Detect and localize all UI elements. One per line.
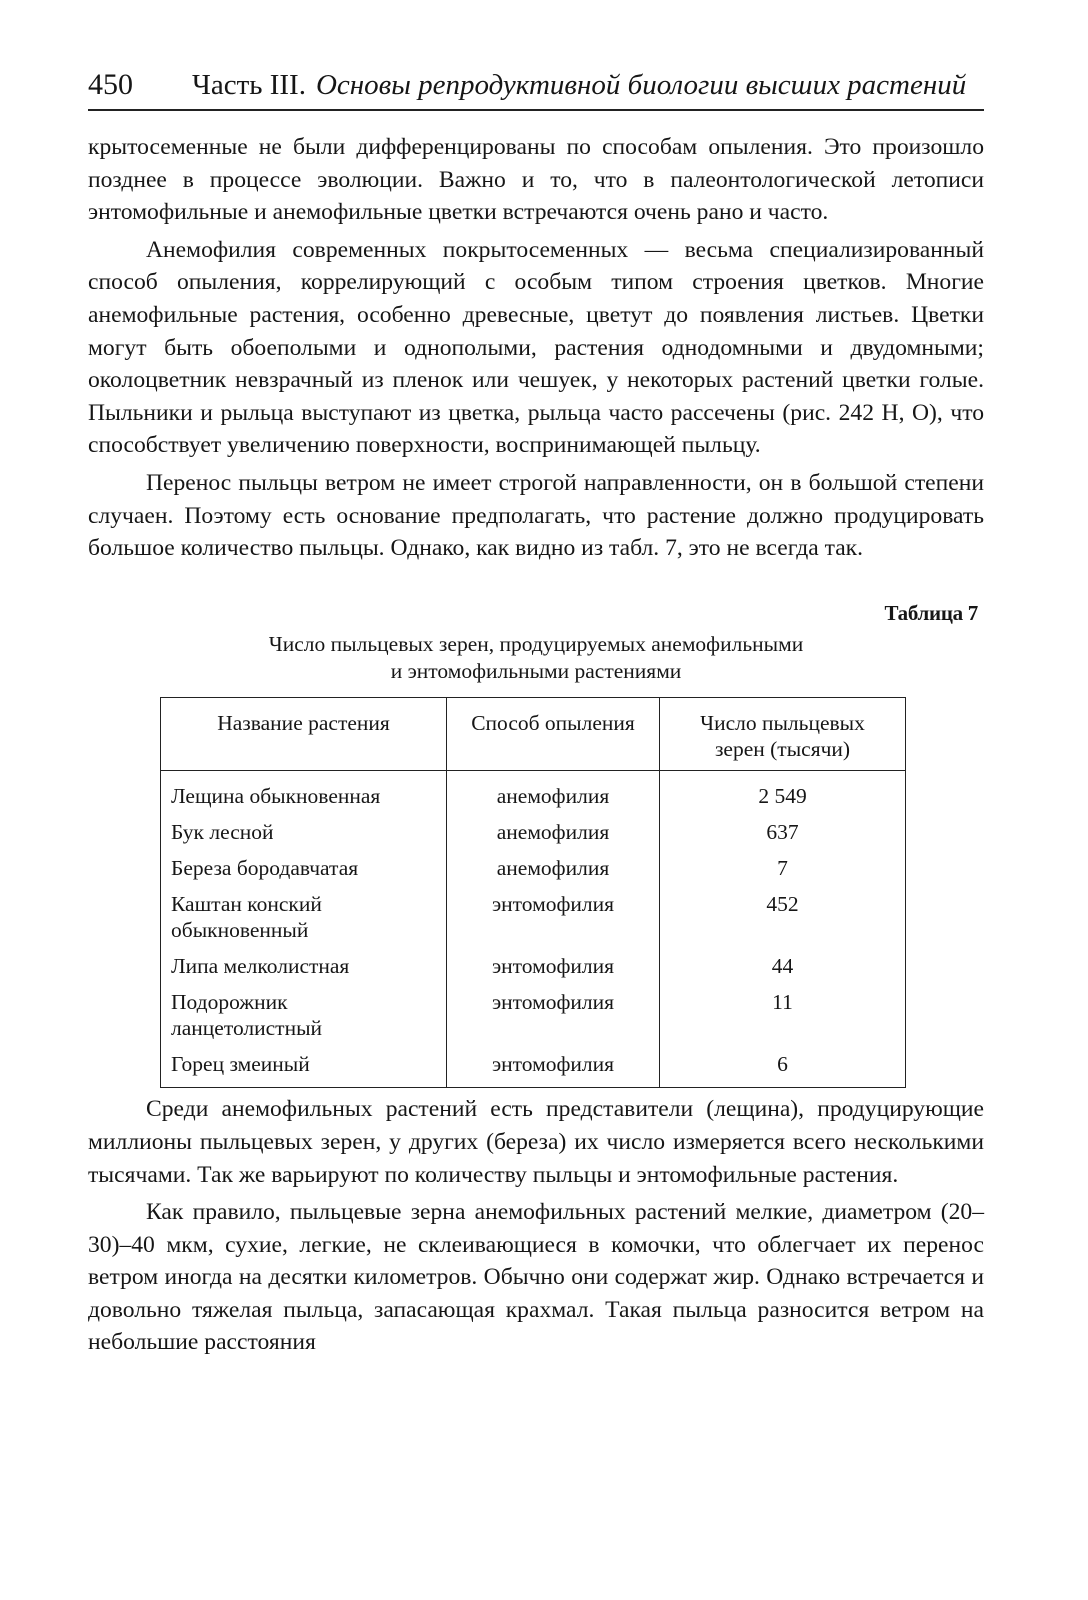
page [88,70,984,1359]
table-caption [88,631,984,685]
cell-plant-name: Горец змеиный [161,1046,447,1088]
table-row [161,948,906,984]
part-label: Часть III. [192,69,306,101]
cell-plant-name: Лещина обыкновенная [161,771,447,815]
paragraph: крытосеменные не были дифференцированы по способам опыления. Это произошло позднее в процессе эволюции. Важно и то, что в палеонтологической летописи энтомофильные и анемофильные цветки встречаются очень рано и часто. [88,134,984,226]
cell-plant-name: Бук лесной [161,814,447,850]
cell-pollination-method: энтомофилия [447,948,660,984]
cell-plant-name: Подорожник ланцетолистный [161,984,447,1046]
cell-pollination-method: анемофилия [447,850,660,886]
table-header-row [161,698,906,771]
header-pollen-count [660,698,906,771]
cell-pollination-method: анемофилия [447,771,660,815]
cell-pollen-count: 44 [660,948,906,984]
cell-pollen-count: 637 [660,814,906,850]
header-pollination-method: Способ опыления [447,698,660,771]
running-head [88,70,984,111]
cell-pollen-count: 2 549 [660,771,906,815]
cell-pollen-count: 7 [660,850,906,886]
table-caption-line: Число пыльцевых зерен, продуцируемых анемофильными [268,632,804,657]
part-title: Основы репродуктивной биологии высших растений [315,69,967,101]
cell-plant-name: Липа мелколистная [161,948,447,984]
cell-pollination-method: энтомофилия [447,984,660,1046]
cell-pollination-method: энтомофилия [447,1046,660,1088]
table-row [161,886,906,948]
pollen-table [160,697,906,1088]
table-row [161,984,906,1046]
cell-plant-name: Береза бородавчатая [161,850,447,886]
cell-plant-name: Каштан конский обыкновенный [161,886,447,948]
paragraph: Перенос пыльцы ветром не имеет строгой направленности, он в большой степени случаен. Поэтому есть основание предполагать, что растение должно продуцировать большое количество пыльцы. Однако, как видно из табл. 7, это не всегда так. [88,469,984,562]
cell-pollination-method: анемофилия [447,814,660,850]
cell-pollination-method: энтомофилия [447,886,660,948]
cell-pollen-count: 6 [660,1046,906,1088]
page-number: 450 [88,68,133,101]
header-plant-name: Название растения [161,698,447,771]
table-label: Таблица 7 [884,600,978,625]
table-row [161,771,906,815]
table-caption-line: и энтомофильными растениями [390,659,682,684]
header-pollen-count-text: Число пыльцевых зерен (тысячи) [700,711,865,762]
cell-pollen-count: 452 [660,886,906,948]
body-text [88,131,984,1359]
cell-pollen-count: 11 [660,984,906,1046]
paragraph: Как правило, пыльцевые зерна анемофильных растений мелкие, диаметром (20–30)–40 мкм, сухие, легкие, не склеивающиеся в комочки, что облегчает их перенос ветром иногда на десятки километров. Обычно они содержат жир. Однако встречается и довольно тяжелая пыльца, запасающая крахмал. Такая пыльца разносится ветром на небольшие расстояния [88,1199,984,1356]
paragraph: Среди анемофильных растений есть представители (лещина), продуцирующие миллионы пыльцевых зерен, у других (береза) их число измеряется всего несколькими тысячами. Так же варьируют по количеству пыльцы и энтомофильные растения. [88,1096,984,1188]
table-row [161,850,906,886]
table-row [161,1046,906,1088]
table-row [161,814,906,850]
paragraph: Анемофилия современных покрытосеменных — весьма специализированный способ опыления, коррелирующий с особым типом строения цветков. Многие анемофильные растения, особенно древесные, цветут до появления листьев. Цветки могут быть обоеполыми и однополыми, растения однодомными и двудомными; околоцветник невзрачный из пленок или чешуек, у некоторых растений цветки голые. Пыльники и рыльца выступают из цветка, рыльца часто рассечены (рис. 242 Н, О), что способствует увеличению поверхности, воспринимающей пыльцу. [88,236,984,459]
